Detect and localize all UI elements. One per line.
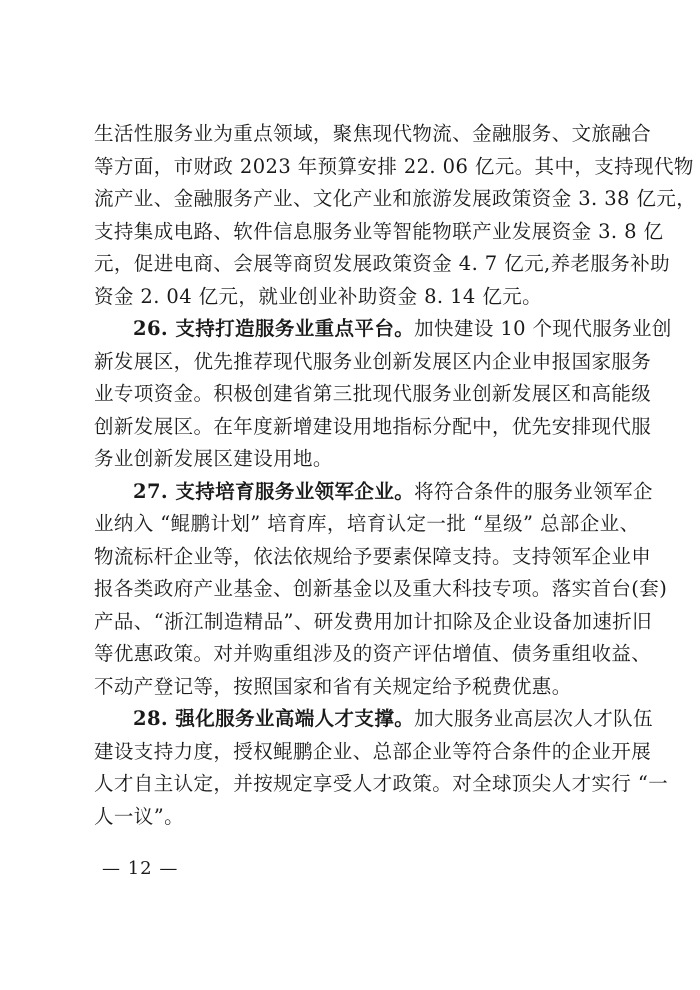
section-heading-28: 28. 强化服务业高端人才支撑。 (133, 707, 415, 730)
text-line: 资金 2. 04 亿元，就业创业补助资金 8. 14 亿元。 (94, 284, 543, 308)
section-heading-27: 27. 支持培育服务业领军企业。 (133, 479, 415, 503)
text-run: 将符合条件的服务业领军企 (414, 479, 653, 503)
text-line: 人一议”。 (94, 804, 184, 828)
text-line: 务业创新发展区建设用地。 (94, 447, 333, 470)
text-line: 等优惠政策。对并购重组涉及的资产评估增值、债务重组收益、 (94, 642, 652, 665)
paragraph-27 (94, 476, 668, 704)
text-line: 报各类政府产业基金、创新基金以及重大科技专项。落实首台(套) (94, 577, 668, 600)
text-line (94, 476, 653, 509)
paragraph-26 (94, 313, 672, 476)
text-line: 不动产登记等，按照国家和省有关规定给予税费优惠。 (94, 674, 572, 698)
text-line (94, 703, 653, 736)
text-line (94, 313, 672, 346)
text-line: 业纳入 “鲲鹏计划” 培育库，培育认定一批 “星级” 总部企业、 (94, 512, 640, 535)
text-line: 新发展区，优先推荐现代服务业创新发展区内企业申报国家服务 (94, 349, 652, 373)
text-line: 等方面，市财政 2023 年预算安排 22. 06 亿元。其中，支持现代物 (94, 154, 694, 178)
text-line: 产品、“浙江制造精品”、研发费用加计扣除及企业设备加速折旧 (94, 609, 653, 633)
paragraph-28 (94, 703, 669, 833)
text-run: 加快建设 10 个现代服务业创 (414, 317, 672, 340)
text-line: 物流标杆企业等，依法依规给予要素保障支持。支持领军企业申 (94, 544, 652, 568)
text-line: 创新发展区。在年度新增建设用地指标分配中，优先安排现代服 (94, 414, 652, 438)
paragraph-funding (94, 118, 697, 313)
text-line: 业专项资金。积极创建省第三批现代服务业创新发展区和高能级 (94, 382, 652, 405)
text-line: 元，促进电商、会展等商贸发展政策资金 4. 7 亿元,养老服务补助 (94, 252, 671, 275)
text-line: 流产业、金融服务产业、文化产业和旅游发展政策资金 3. 38 亿元， (94, 187, 697, 210)
text-run: 加大服务业高层次人才队伍 (414, 707, 653, 730)
text-line: 生活性服务业为重点领域，聚焦现代物流、金融服务、文旅融合 (94, 122, 652, 145)
text-line: 建设支持力度，授权鲲鹏企业、总部企业等符合条件的企业开展 (94, 739, 652, 763)
section-heading-26: 26. 支持打造服务业重点平台。 (133, 317, 415, 340)
page-number: — 12 — (102, 858, 179, 879)
body-text (94, 118, 697, 833)
text-line: 支持集成电路、软件信息服务业等智能物联产业发展资金 3. 8 亿 (94, 219, 664, 243)
text-line: 人才自主认定，并按规定享受人才政策。对全球顶尖人才实行 “一 (94, 772, 669, 795)
